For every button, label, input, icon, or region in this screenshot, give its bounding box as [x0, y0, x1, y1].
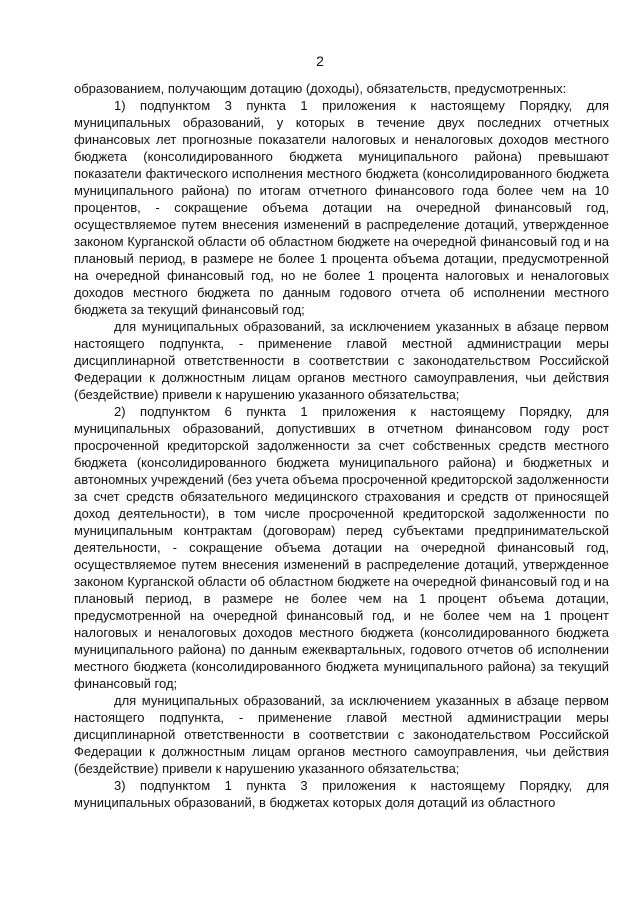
page-number: 2 [316, 53, 324, 69]
paragraph-subitem-2: 2) подпунктом 6 пункта 1 приложения к настоящему Порядку, для муниципальных образований, допустивших в отчетном финансовом году рост просроченной кредиторской задолженности за счет собственных средств местного бюджета (консолидированного бюджета муниципального района) и бюджетных и автономных учреждений (без учета объема просроченной кредиторской задолженности за счет средств обязательного медицинского страхования и средств от приносящей доход деятельности), в том числе просроченной кредиторской задолженности по муниципальным контрактам (договорам) перед субъектами предпринимательской деятельности, - сокращение объема дотации на очередной финансовый год, осуществляемое путем внесения изменений в распределение дотаций, утвержденное законом Курганской области об областном бюджете на очередной финансовый год и на плановый период, в размере не более чем на 1 процент объема дотации, предусмотренной на очередной финансовый год, и не более чем на 1 процент налоговых и неналоговых доходов местного бюджета (консолидированного бюджета муниципального района) по данным ежеквартальных, годового отчетов об исполнении местного бюджета (консолидированного бюджета муниципального района) за текущий финансовый год; [74, 404, 609, 691]
paragraph-subitem-1: 1) подпунктом 3 пункта 1 приложения к настоящему Порядку, для муниципальных образований, у которых в течение двух последних отчетных финансовых лет прогнозные показатели налоговых и неналоговых доходов местного бюджета (консолидированного бюджета муниципального района) превышают показатели фактического исполнения местного бюджета (консолидированного бюджета муниципального района) по итогам отчетного финансового года более чем на 10 процентов, - сокращение объема дотации на очередной финансовый год, осуществляемое путем внесения изменений в распределение дотаций, утвержденное законом Курганской области об областном бюджете на очередной финансовый год и на плановый период, в размере не более 1 процента объема дотации, предусмотренной на очередной финансовый год, но не более 1 процента налоговых и неналоговых доходов местного бюджета по данным годового отчета об исполнении местного бюджета за текущий финансовый год; [74, 98, 609, 317]
document-body [74, 80, 609, 811]
paragraph-subitem-1-exception: для муниципальных образований, за исключением указанных в абзаце первом настоящего подпункта, - применение главой местной администрации меры дисциплинарной ответственности в соответствии с законодательством Российской Федерации к должностным лицам органов местного самоуправления, чьи действия (бездействие) привели к нарушению указанного обязательства; [74, 319, 609, 402]
paragraph-continuation: образованием, получающим дотацию (доходы), обязательств, предусмотренных: [74, 81, 567, 96]
paragraph-subitem-2-exception: для муниципальных образований, за исключением указанных в абзаце первом настоящего подпункта, - применение главой местной администрации меры дисциплинарной ответственности в соответствии с законодательством Российской Федерации к должностным лицам органов местного самоуправления, чьи действия (бездействие) привели к нарушению указанного обязательства; [74, 693, 609, 776]
paragraph-subitem-3: 3) подпунктом 1 пункта 3 приложения к настоящему Порядку, для муниципальных образований, в бюджетах которых доля дотаций из областного [74, 778, 609, 810]
